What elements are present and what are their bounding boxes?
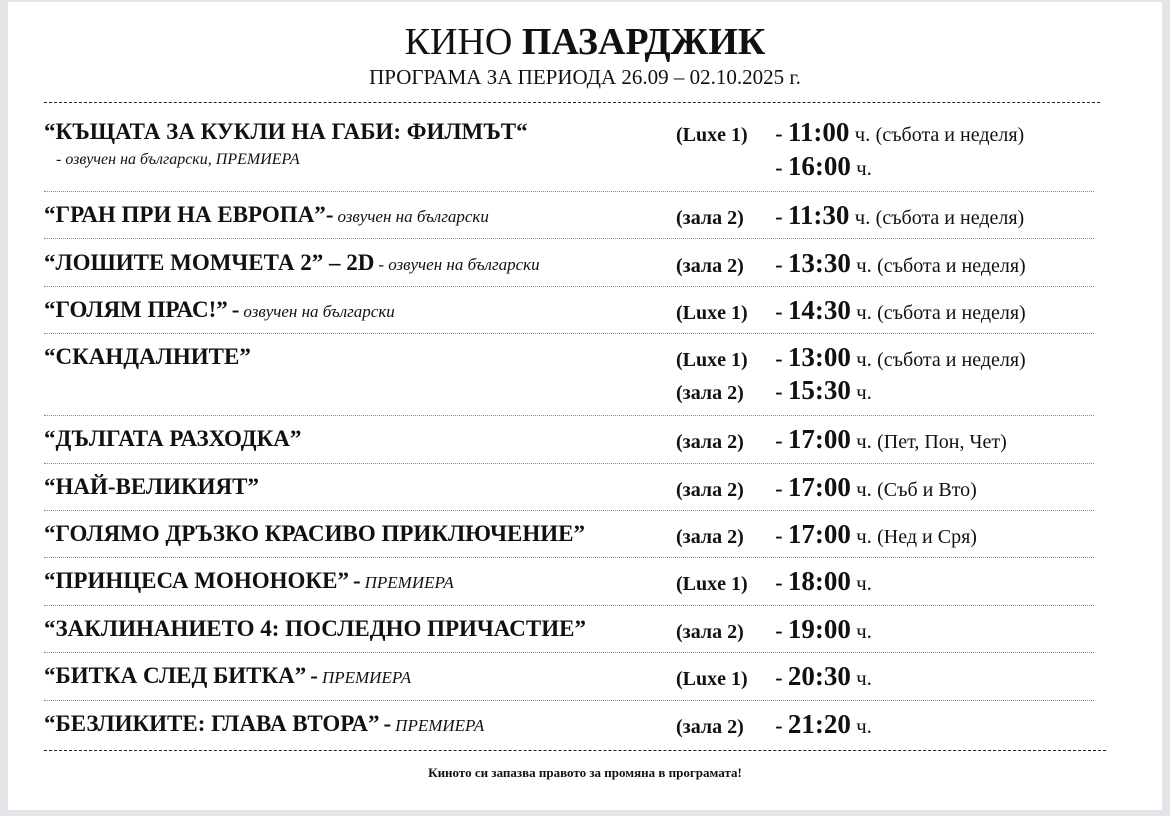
show-days: (събота и неделя)	[875, 207, 1025, 229]
hall-label: (зала 2)	[676, 621, 744, 643]
show-days: (Нед и Сря)	[877, 526, 977, 548]
show-time: 11:00	[787, 117, 850, 147]
show-days: (Съб и Вто)	[877, 479, 977, 501]
row-divider	[44, 238, 1094, 239]
film-title: “ЛОШИТЕ МОМЧЕТА 2” – 2D	[44, 250, 375, 275]
film-title: “ПРИНЦЕСА МОНОНОКЕ”	[44, 568, 349, 593]
showtime: (зала 2) - 15:30 ч.	[676, 375, 872, 408]
show-time: 20:30	[787, 661, 851, 691]
show-time: 17:00	[787, 519, 851, 549]
hall-label: (зала 2)	[676, 716, 744, 738]
row-divider	[44, 191, 1094, 192]
film-title: “ГОЛЯМО ДРЪЗКО КРАСИВО ПРИКЛЮЧЕНИЕ”	[44, 521, 585, 546]
page-title	[0, 22, 1170, 62]
header-divider	[44, 102, 1100, 103]
show-days: (събота и неделя)	[877, 349, 1026, 371]
film-title: “ГОЛЯМ ПРАС!”	[44, 297, 228, 322]
row-divider	[44, 700, 1094, 701]
film-note: - озвучен на български	[378, 255, 540, 274]
period-subtitle: ПРОГРАМА ЗА ПЕРИОДА 26.09 – 02.10.2025 г.	[369, 65, 801, 89]
showtime: - 16:00 ч.	[775, 151, 872, 181]
show-time: 11:30	[787, 200, 850, 230]
show-time: 13:30	[787, 248, 851, 278]
show-time: 19:00	[787, 614, 851, 644]
film-note: ПРЕМИЕРА	[364, 573, 454, 592]
show-days: (събота и неделя)	[875, 124, 1025, 146]
film-note: озвучен на български	[337, 207, 489, 226]
showtime: (зала 2) - 13:30 ч. (събота и неделя)	[676, 248, 1026, 281]
showtime: (Luxe 1) - 14:30 ч. (събота и неделя)	[676, 295, 1026, 328]
showtime: (зала 2) - 11:30 ч. (събота и неделя)	[676, 200, 1024, 233]
showtime: (зала 2) - 17:00 ч. (Пет, Пон, Чет)	[676, 424, 1007, 457]
row-divider	[44, 557, 1094, 558]
film-note: ПРЕМИЕРА	[321, 668, 412, 687]
show-days: (събота и неделя)	[877, 255, 1026, 277]
footer-disclaimer: Киното си запазва правото за промяна в програмата!	[428, 765, 742, 780]
row-divider	[44, 605, 1094, 606]
film-note: озвучен на български	[243, 302, 395, 321]
hall-label: (Luxe 1)	[676, 302, 748, 324]
hall-label: (зала 2)	[676, 526, 744, 548]
title-regular: КИНО	[404, 21, 513, 63]
row-divider	[44, 463, 1094, 464]
film-title: “ЗАКЛИНАНИЕТО 4: ПОСЛЕДНО ПРИЧАСТИЕ”	[44, 616, 586, 641]
film-title: “ГРАН ПРИ НА ЕВРОПА”	[44, 202, 326, 227]
film-title: “КЪЩАТА ЗА КУКЛИ НА ГАБИ: ФИЛМЪТ“	[44, 119, 528, 144]
hall-label: (зала 2)	[676, 479, 744, 501]
show-time: 14:30	[787, 295, 851, 325]
film-title: “СКАНДАЛНИТЕ”	[44, 344, 251, 369]
showtime: (Luxe 1) - 20:30 ч.	[676, 661, 872, 694]
showtime: (Luxe 1) - 13:00 ч. (събота и неделя)	[676, 342, 1026, 375]
showtime: (зала 2) - 17:00 ч. (Съб и Вто)	[676, 472, 977, 505]
show-time: 18:00	[787, 566, 851, 596]
hall-label: (Luxe 1)	[676, 349, 748, 371]
film-title: “БЕЗЛИКИТЕ: ГЛАВА ВТОРА”	[44, 711, 380, 736]
film-title: “БИТКА СЛЕД БИТКА”	[44, 663, 307, 688]
film-title: “ДЪЛГАТА РАЗХОДКА”	[44, 426, 302, 451]
footer-divider	[44, 750, 1106, 751]
row-divider	[44, 286, 1094, 287]
showtime: (Luxe 1) - 11:00 ч. (събота и неделя)	[676, 117, 1024, 150]
hall-label: (Luxe 1)	[676, 668, 748, 690]
row-divider	[44, 652, 1094, 653]
showtime: (Luxe 1) - 18:00 ч.	[676, 566, 872, 599]
film-subnote: - озвучен на български, ПРЕМИЕРА	[56, 151, 300, 168]
showtime: (зала 2) - 17:00 ч. (Нед и Сря)	[676, 519, 977, 552]
row-divider	[44, 510, 1094, 511]
hall-label: (зала 2)	[676, 255, 744, 277]
showtime: (зала 2) - 19:00 ч.	[676, 614, 872, 647]
show-time: 15:30	[787, 375, 851, 405]
hall-label: (зала 2)	[676, 207, 744, 229]
show-time: 21:20	[787, 709, 851, 739]
hall-label: (Luxe 1)	[676, 573, 748, 595]
show-time: 17:00	[787, 472, 851, 502]
row-divider	[44, 333, 1094, 334]
row-divider	[44, 415, 1094, 416]
hall-label: (зала 2)	[676, 382, 744, 404]
film-title: “НАЙ-ВЕЛИКИЯТ”	[44, 474, 259, 499]
showtime: (зала 2) - 21:20 ч.	[676, 709, 872, 742]
hall-label: (зала 2)	[676, 431, 744, 453]
show-days: (Пет, Пон, Чет)	[877, 431, 1007, 453]
page-header	[0, 22, 1170, 90]
show-days: (събота и неделя)	[877, 302, 1026, 324]
show-time: 17:00	[787, 424, 851, 454]
show-time: 13:00	[787, 342, 851, 372]
film-note: ПРЕМИЕРА	[395, 716, 485, 735]
show-time: 16:00	[787, 151, 851, 181]
title-bold: ПАЗАРДЖИК	[521, 21, 766, 63]
hall-label: (Luxe 1)	[676, 124, 748, 146]
